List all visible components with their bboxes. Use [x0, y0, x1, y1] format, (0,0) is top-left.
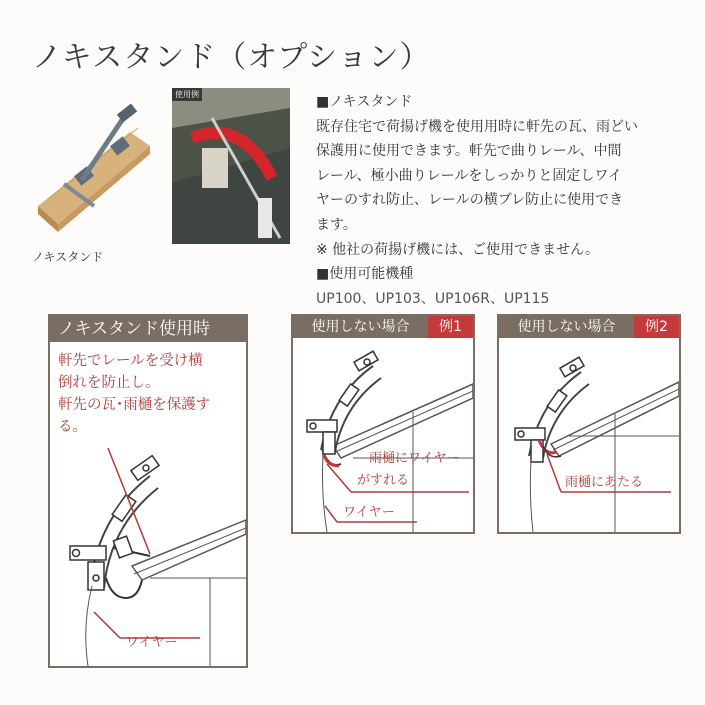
- description-line: 既存住宅で荷揚げ機を使用用時に軒先の瓦、雨どい: [316, 118, 638, 135]
- stand-usage-line: 軒先の瓦･雨樋を保護す: [58, 397, 211, 413]
- example1-label-line1: 雨樋にワイヤー: [369, 451, 460, 466]
- models-heading: ■使用可能機種: [316, 266, 414, 283]
- stand-usage-line: 倒れを防止し。: [58, 375, 160, 391]
- example1-diagram: [293, 316, 473, 532]
- description-heading: ■ノキスタンド: [316, 94, 413, 110]
- product-photo: [30, 88, 154, 238]
- example1-header-label: 使用しない場合: [293, 316, 428, 338]
- stand-usage-diagram: [50, 316, 246, 666]
- example1-label-line2: がすれる: [357, 473, 410, 488]
- example2-header-label: 使用しない場合: [499, 316, 634, 338]
- description-line: レール、極小曲りレールをしっかりと固定しワイ: [316, 167, 622, 184]
- page-title: ノキスタンド（オプション）: [32, 40, 431, 75]
- product-caption: ノキスタンド: [32, 250, 104, 264]
- example2-diagram: [499, 316, 679, 532]
- example2-number: 例2: [634, 316, 679, 338]
- usage-photo-tag: 使用例: [172, 88, 202, 101]
- example1-wire-label: ワイヤー: [343, 505, 395, 520]
- description-line: 保護用に使用できます。軒先で曲りレール、中間: [316, 143, 622, 160]
- stand-usage-line: 軒先でレールを受け横: [58, 353, 203, 369]
- stand-usage-line: る。: [58, 419, 87, 435]
- stand-usage-header: ノキスタンド使用時: [50, 316, 246, 342]
- example1-panel: [291, 314, 475, 534]
- description-note: ※ 他社の荷揚げ機には、ご使用できません。: [316, 241, 600, 258]
- example2-label: 雨樋にあたる: [565, 475, 644, 490]
- description: [316, 90, 686, 311]
- usage-photo-image: [172, 88, 290, 244]
- example2-panel: [497, 314, 681, 534]
- description-line: ます。: [316, 216, 357, 233]
- wire-label: ワイヤー: [126, 635, 178, 650]
- stand-usage-panel: [48, 314, 248, 668]
- usage-photo: [172, 88, 290, 244]
- example1-number: 例1: [428, 316, 473, 338]
- description-line: ヤーのすれ防止、レールの横ブレ防止に使用でき: [316, 192, 624, 209]
- models-list: UP100、UP103、UP106R、UP115: [316, 290, 550, 307]
